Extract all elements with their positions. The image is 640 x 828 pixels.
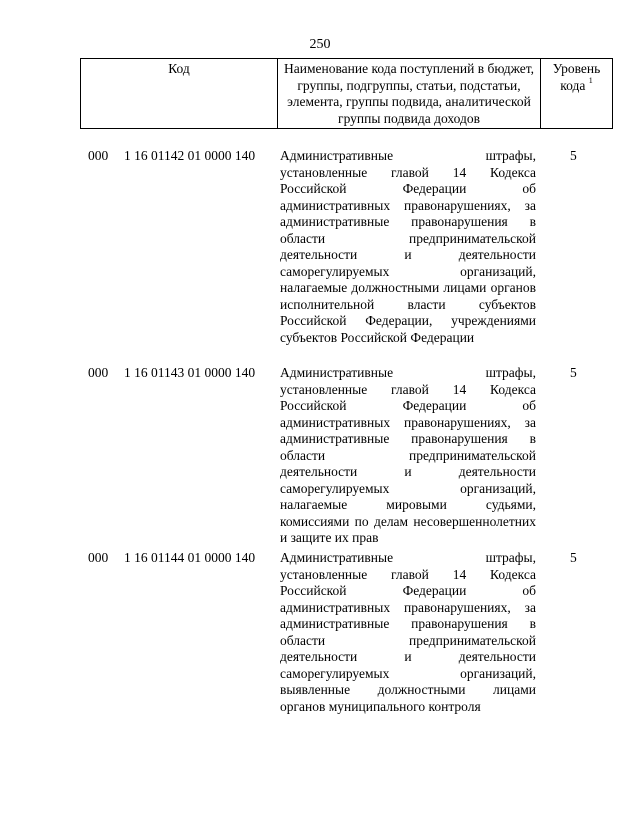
code-level: 5 [570, 365, 577, 380]
admin-code: 000 [88, 365, 109, 380]
table-header [80, 58, 613, 129]
code-level: 5 [570, 550, 577, 565]
header-level-label: Уровень кода [552, 61, 601, 93]
footnote-marker: 1 [588, 75, 593, 85]
revenue-code: 1 16 01143 01 0000 140 [124, 365, 256, 380]
code-level: 5 [570, 148, 577, 163]
revenue-name: Административные штрафы, установленные главой 14 Кодекса Российской Федерации об административных правонарушениях, за административные правонарушения в области предпринимательской деятельности и деятельности саморегулируемых организаций, выявленные должностными лицами органов муниципального контроля [280, 550, 536, 714]
admin-code: 000 [88, 550, 109, 565]
revenue-code: 1 16 01142 01 0000 140 [124, 148, 256, 163]
revenue-name: Административные штрафы, установленные главой 14 Кодекса Российской Федерации об административных правонарушениях, за административные правонарушения в области предпринимательской деятельности и деятельности саморегулируемых организаций, налагаемые должностными лицами органов исполнительной власти субъектов Российской Федерации, учреждениями субъектов Российской Федерации [280, 148, 536, 345]
revenue-name: Административные штрафы, установленные главой 14 Кодекса Российской Федерации об административных правонарушениях, за административные правонарушения в области предпринимательской деятельности и деятельности саморегулируемых организаций, налагаемые мировыми судьями, комиссиями по делам несовершеннолетних и защите их прав [280, 365, 536, 545]
header-level [541, 59, 613, 129]
header-code: Код [81, 59, 278, 129]
page-number: 250 [309, 37, 331, 52]
revenue-code: 1 16 01144 01 0000 140 [124, 550, 256, 565]
header-name: Наименование кода поступлений в бюджет, группы, подгруппы, статьи, подстатьи, элемента, группы подвида, аналитической группы подвида доходов [278, 59, 541, 129]
admin-code: 000 [88, 148, 109, 163]
